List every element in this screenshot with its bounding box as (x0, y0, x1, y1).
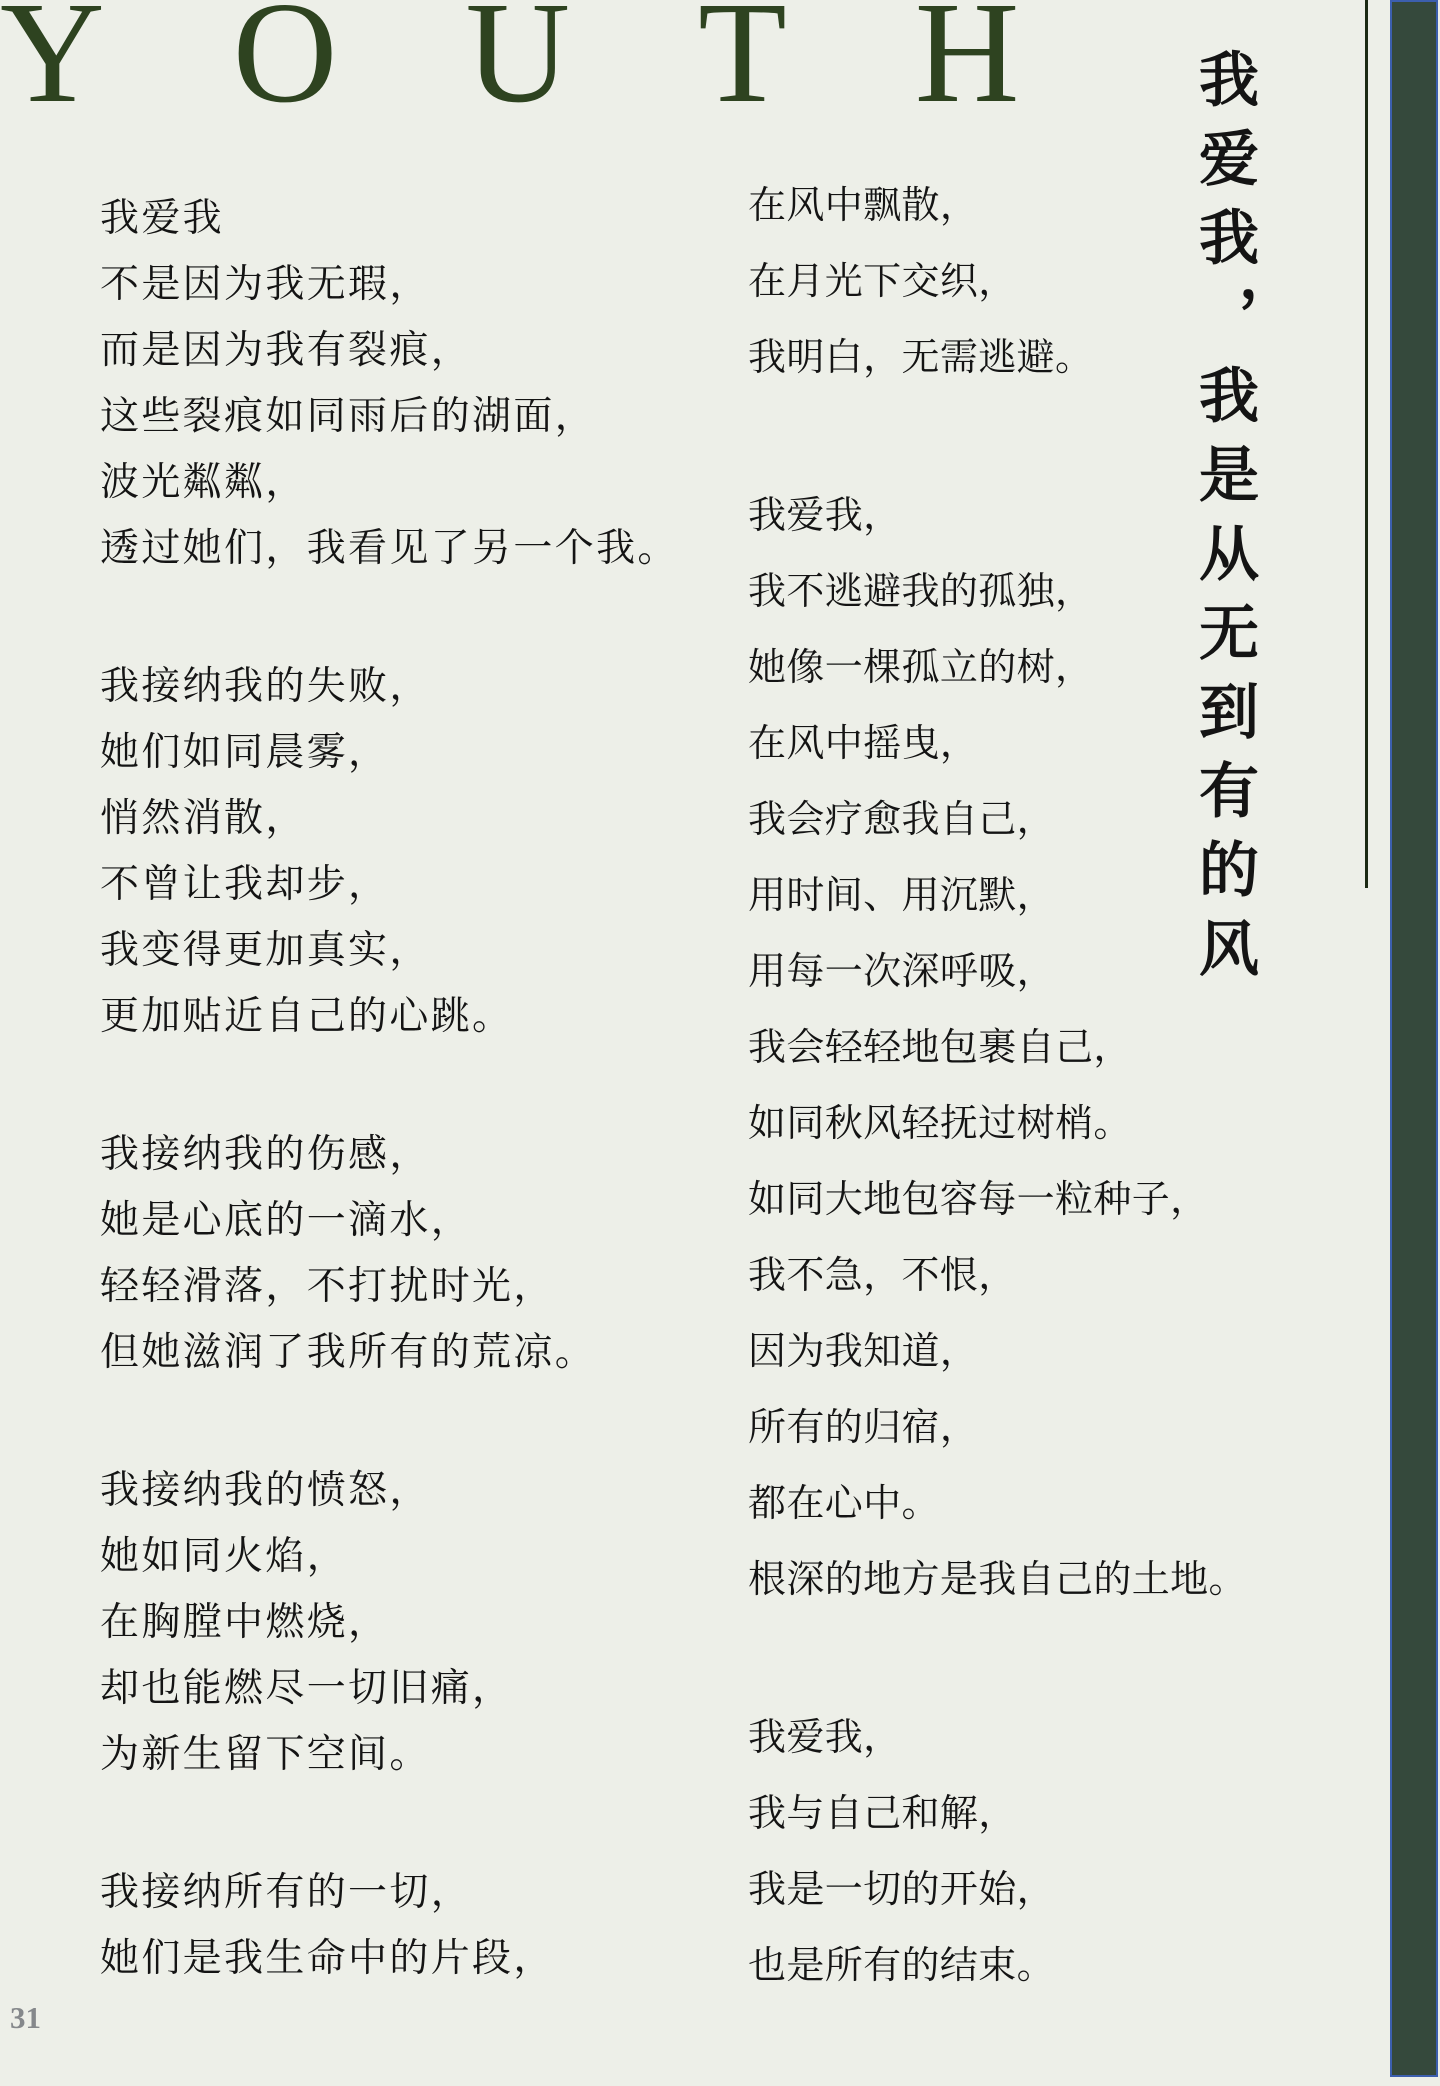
poem-line: 轻轻滑落，不打扰时光， (100, 1265, 555, 1308)
poem-line: 因为我知道， (748, 1331, 979, 1373)
poem-line: 她如同火焰， (100, 1535, 349, 1578)
poem-line: 我与自己和解， (748, 1793, 1017, 1835)
vertical-divider-rule (1365, 0, 1368, 888)
right-edge-bar-shape-selected[interactable] (1390, 0, 1438, 2077)
poem-stanza (748, 478, 1248, 1618)
poem-line: 也是所有的结束。 (748, 1945, 1056, 1987)
poem-line: 更加贴近自己的心跳。 (100, 995, 514, 1038)
poem-line: 却也能燃尽一切旧痛， (100, 1667, 514, 1710)
poem-line: 我接纳我的愤怒， (100, 1469, 431, 1512)
poem-line: 透过她们，我看见了另一个我。 (100, 527, 679, 570)
poem-line: 她们是我生命中的片段， (100, 1937, 555, 1980)
poem-line: 我接纳我的伤感， (100, 1133, 431, 1176)
poem-line: 但她滋润了我所有的荒凉。 (100, 1331, 597, 1374)
poem-stanza (100, 654, 740, 1050)
poem-line: 所有的归宿， (748, 1407, 979, 1449)
poem-line: 我接纳所有的一切， (100, 1871, 473, 1914)
poem-stanza (100, 1458, 740, 1788)
poem-line: 而是因为我有裂痕， (100, 329, 473, 372)
poem-stanza (100, 186, 740, 582)
poem-stanza (100, 1122, 740, 1386)
poem-line: 我变得更加真实， (100, 929, 431, 972)
poem-line: 用时间、用沉默， (748, 875, 1056, 917)
poem-line: 根深的地方是我自己的土地。 (748, 1559, 1247, 1601)
poem-line: 在风中飘散， (748, 185, 979, 227)
poem-column-left (100, 186, 740, 2064)
poem-line: 我会轻轻地包裹自己， (748, 1027, 1132, 1069)
poem-stanza (748, 168, 1248, 396)
poem-line: 我爱我， (748, 1717, 902, 1759)
poem-line: 我爱我 (100, 197, 225, 240)
poem-line: 波光粼粼， (100, 461, 307, 504)
poem-line: 我是一切的开始， (748, 1869, 1056, 1911)
poem-line: 不是因为我无瑕， (100, 263, 431, 306)
poem-column-right (748, 168, 1248, 2086)
poem-line: 如同秋风轻抚过树梢。 (748, 1103, 1132, 1145)
poem-line: 在月光下交织， (748, 261, 1017, 303)
poem-stanza (100, 1860, 740, 1992)
poem-line: 都在心中。 (748, 1483, 940, 1525)
poem-line: 不曾让我却步， (100, 863, 390, 906)
poem-line: 我不急，不恨， (748, 1255, 1017, 1297)
vertical-poem-title: 我爱我，我是从无到有的风 (1191, 48, 1257, 996)
poem-line: 她是心底的一滴水， (100, 1199, 473, 1242)
poem-line: 她们如同晨雾， (100, 731, 390, 774)
poem-line: 在胸膛中燃烧， (100, 1601, 390, 1644)
poem-stanza (748, 1700, 1248, 2004)
poem-line: 这些裂痕如同雨后的湖面， (100, 395, 597, 438)
poem-line: 我会疗愈我自己， (748, 799, 1056, 841)
poem-line: 悄然消散， (100, 797, 307, 840)
poem-line: 我爱我， (748, 495, 902, 537)
poem-line: 我不逃避我的孤独， (748, 571, 1094, 613)
poem-line: 我明白，无需逃避。 (748, 337, 1094, 379)
page-number: 31 (10, 2000, 41, 2035)
poem-line: 她像一棵孤立的树， (748, 647, 1094, 689)
poem-line: 为新生留下空间。 (100, 1733, 431, 1776)
poem-line: 在风中摇曳， (748, 723, 979, 765)
poem-line: 如同大地包容每一粒种子， (748, 1179, 1209, 1221)
poem-line: 用每一次深呼吸， (748, 951, 1056, 993)
page-title-youth: YOUTH (0, 0, 1148, 133)
poem-line: 我接纳我的失败， (100, 665, 431, 708)
